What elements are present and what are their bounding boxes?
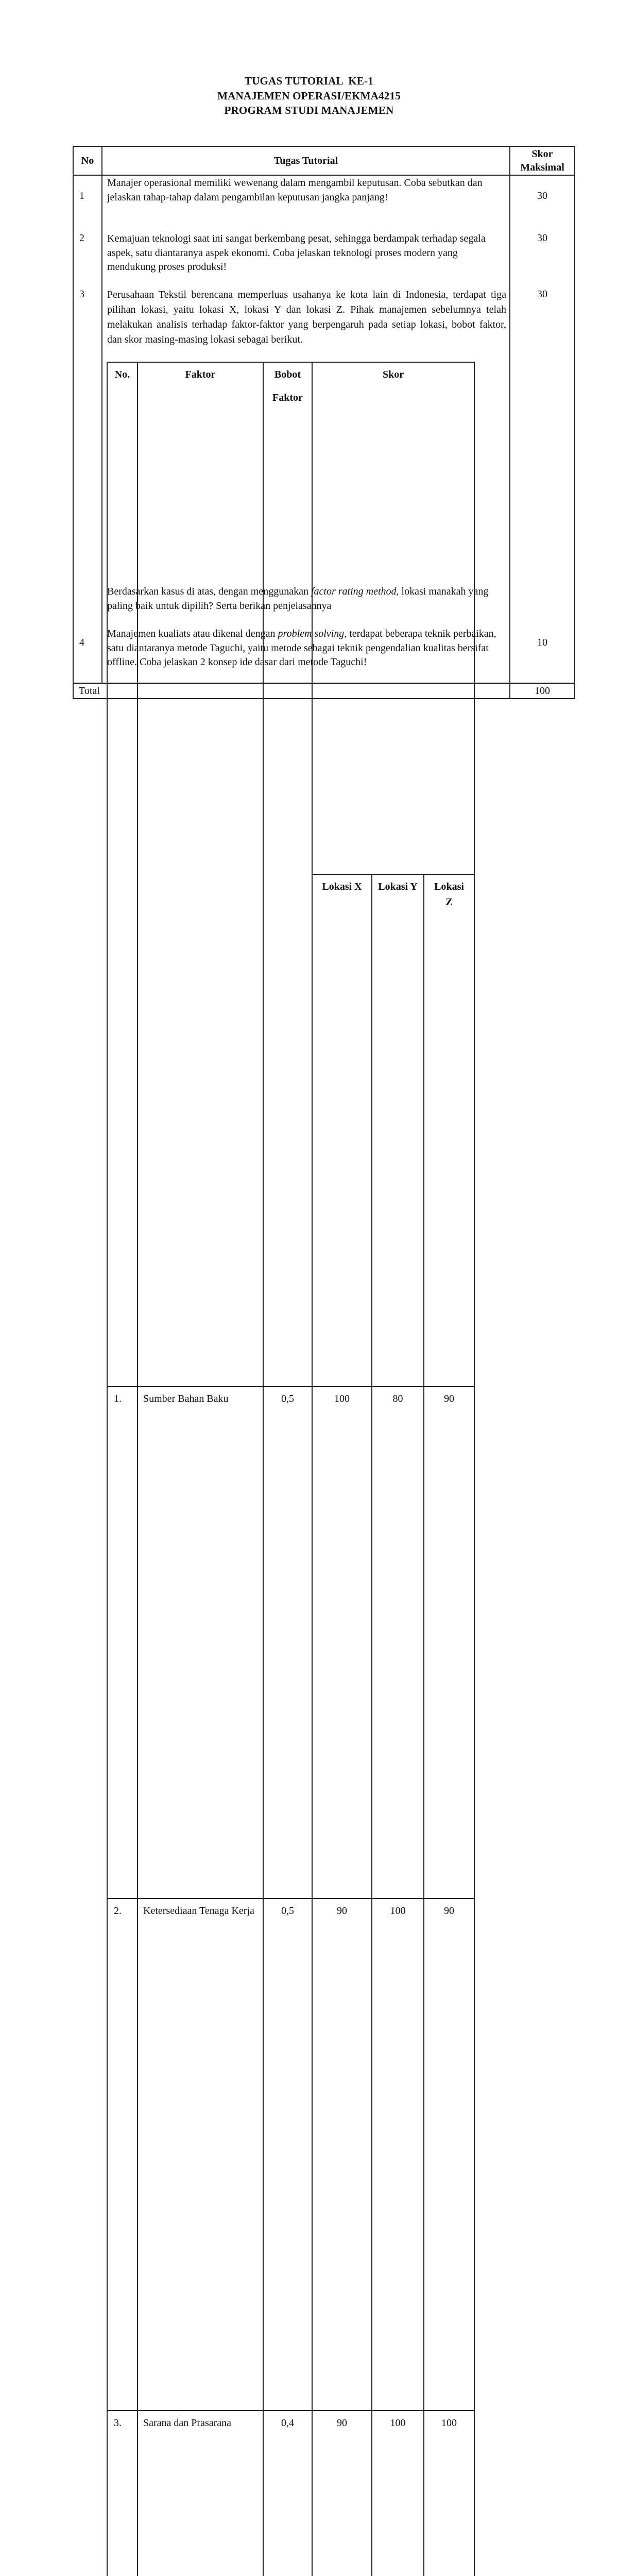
title-line-3: PROGRAM STUDI MANAJEMEN xyxy=(224,104,394,116)
question-4-text xyxy=(107,627,506,670)
title-line-2: MANAJEMEN OPERASI/EKMA4215 xyxy=(217,89,401,102)
question-1-number: 1 xyxy=(79,190,84,201)
factor-row-weight: 0,5 xyxy=(263,1386,312,1899)
table-body-row xyxy=(73,175,575,684)
header-task: Tugas Tutorial xyxy=(102,146,510,175)
score-column xyxy=(510,175,575,684)
factor-row-x: 90 xyxy=(312,2411,372,2576)
task-column xyxy=(102,175,510,2429)
total-value: 100 xyxy=(510,684,575,699)
factor-header-weight-line1: Bobot xyxy=(274,369,301,380)
question-4-score: 10 xyxy=(537,637,547,648)
factor-row-y: 100 xyxy=(372,2411,424,2576)
factor-header-loc-y: Lokasi Y xyxy=(372,874,424,1386)
factor-row-z: 100 xyxy=(424,2411,474,2576)
document-title xyxy=(0,74,618,118)
factor-header-row-1 xyxy=(107,362,474,874)
question-4-text-pre: Manajemen kualiats atau dikenal dengan xyxy=(107,628,278,639)
tutorial-task-table xyxy=(73,146,575,2429)
factor-row-weight: 0,5 xyxy=(263,1899,312,2411)
factor-header-weight xyxy=(263,362,312,1386)
question-3-followup xyxy=(107,585,506,613)
question-3-number: 3 xyxy=(79,289,84,300)
question-3-text: Perusahaan Tekstil berencana memperluas usahanya ke kota lain di Indonesia, terdapat tiga pilihan lokasi, yaitu lokasi X, lokasi Y dan lokasi Z. Pihak manajemen sebelumnya telah melakukan analisis terhadap faktor-faktor yang berpengaruh pada setiap lokasi, bobot faktor, dan skor masing-masing lokasi sebagai berikut. xyxy=(107,289,506,345)
header-score-line2: Maksimal xyxy=(520,162,564,173)
question-2-score: 30 xyxy=(537,232,547,244)
factor-header-factor: Faktor xyxy=(138,362,263,1386)
factor-row-no: 1. xyxy=(107,1386,138,1899)
total-label: Total xyxy=(73,684,510,699)
factor-header-weight-line2: Faktor xyxy=(272,392,303,403)
header-no: No xyxy=(73,146,102,175)
factor-row-no: 3. xyxy=(107,2411,138,2576)
factor-row-name: Sarana dan Prasarana xyxy=(138,2411,263,2576)
question-4-text-term: problem solving xyxy=(278,628,345,639)
title-line-1: TUGAS TUTORIAL KE-1 xyxy=(244,75,374,87)
factor-row-weight: 0,4 xyxy=(263,2411,312,2576)
question-1-score: 30 xyxy=(537,190,547,201)
factor-header-loc-z: Lokasi Z xyxy=(424,874,474,1386)
factor-row xyxy=(107,1899,474,2411)
factor-rating-table xyxy=(107,362,475,2576)
factor-header-loc-x: Lokasi X xyxy=(312,874,372,1386)
number-column xyxy=(73,175,102,684)
factor-row-y: 80 xyxy=(372,1386,424,1899)
header-score xyxy=(510,146,575,175)
factor-row-no: 2. xyxy=(107,1899,138,2411)
factor-row-name: Sumber Bahan Baku xyxy=(138,1386,263,1899)
question-2-text: Kemajuan teknologi saat ini sangat berkembang pesat, sehingga berdampak terhadap segala aspek, satu diantaranya aspek ekonomi. Coba jelaskan teknologi proses modern yang mendukung proses produksi! xyxy=(107,233,486,273)
factor-row-y: 100 xyxy=(372,1899,424,2411)
question-3-score: 30 xyxy=(537,289,547,300)
question-4-number: 4 xyxy=(79,637,84,648)
header-score-line1: Skor xyxy=(531,148,553,160)
factor-header-score: Skor xyxy=(312,362,474,874)
factor-row-z: 90 xyxy=(424,1899,474,2411)
question-3-followup-pre: Berdasarkan kasus di atas, dengan menggunakan xyxy=(107,586,311,597)
factor-header-no: No. xyxy=(107,362,138,1386)
question-3-followup-post: lokasi manakah yang paling baik untuk dipilih? Serta berikan penjelasannya xyxy=(107,586,489,612)
factor-row-x: 100 xyxy=(312,1386,372,1899)
question-3-followup-method: factor rating method, xyxy=(311,586,399,597)
question-1-text: Manajer operasional memiliki wewenang dalam mengambil keputusan. Coba sebutkan dan jelaskan tahap-tahap dalam pengambilan keputusan jangka panjang! xyxy=(107,177,483,203)
question-2-number: 2 xyxy=(79,232,84,244)
factor-row-name: Ketersediaan Tenaga Kerja xyxy=(138,1899,263,2411)
factor-row-x: 90 xyxy=(312,1899,372,2411)
factor-row xyxy=(107,1386,474,1899)
factor-row xyxy=(107,2411,474,2576)
factor-row-z: 90 xyxy=(424,1386,474,1899)
question-4-text-post: , terdapat beberapa teknik perbaikan, satu diantaranya metode Taguchi, yaitu metode sebagai teknik pengendalian kualitas bersifat offline. Coba jelaskan 2 konsep ide dasar dari metode Taguchi! xyxy=(107,628,496,668)
table-header-row xyxy=(73,146,575,175)
